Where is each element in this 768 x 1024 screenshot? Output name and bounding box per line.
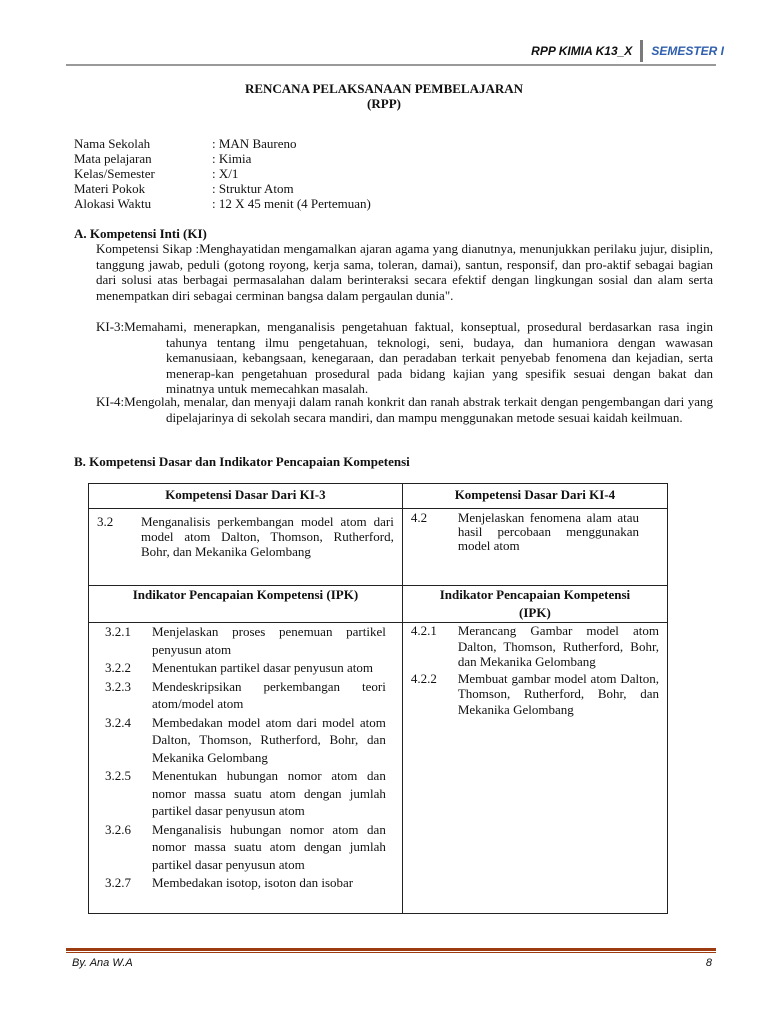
footer-rule-thin (66, 952, 716, 953)
competency-table (88, 483, 668, 914)
ipk3-number: 3.2.4 (105, 714, 131, 730)
identity-row (74, 196, 371, 211)
kd4-header-text: Kompetensi Dasar Dari KI-4 (454, 487, 616, 502)
identity-label: Nama Sekolah (74, 136, 151, 151)
kd3-item (89, 509, 402, 559)
ipk4-item (411, 671, 659, 718)
ipk3-item (105, 874, 386, 892)
table-header-row (89, 586, 668, 623)
ipk4-text: Merancang Gambar model atom Dalton, Thomson, Rutherford, Bohr, dan Mekanika Gelombang (457, 623, 659, 669)
ipk3-item (105, 714, 386, 767)
identity-row (74, 136, 297, 151)
header-doc-title: RPP KIMIA K13_X (531, 40, 643, 62)
section-a-heading: A. Kompetensi Inti (KI) (74, 226, 207, 241)
ki3-paragraph: KI-3:Memahami, menerapkan, menganalisis pengetahuan faktual, konseptual, prosedural berdasarkan rasa ingin tahunya tentang ilmu pengetahuan, teknologi, seni, budaya, dan humaniora dengan wawasan kemanusiaan, kebangsaan, kenegaraan, dan peradaban terkait penyebab fenomena dan kejadian, serta menerap-kan pengetahuan prosedural pada bidang kajian yang spesifik sesuai dengan bakat dan minatnya untuk memecahkan masalah. (96, 319, 713, 396)
identity-value: : 12 X 45 menit (4 Pertemuan) (212, 196, 371, 211)
ipk4-text: Membuat gambar model atom Dalton, Thomson, Rutherford, Bohr, dan Mekanika Gelombang (457, 670, 659, 717)
identity-value: : MAN Baureno (212, 136, 297, 151)
section-b-heading: B. Kompetensi Dasar dan Indikator Pencapaian Kompetensi (74, 454, 410, 469)
ipk3-header (89, 586, 403, 623)
kd4-item (403, 509, 667, 553)
ipk3-text: Menentukan hubungan nomor atom dan nomor massa suatu atom dengan jumlah partikel dasar penyusun atom (152, 768, 386, 818)
ipk3-header-text: Indikator Pencapaian Kompetensi (IPK) (132, 587, 359, 602)
ipk3-item (105, 767, 386, 820)
identity-row (74, 181, 294, 196)
page-header (531, 40, 724, 62)
ki-sikap-paragraph: Kompetensi Sikap :Menghayatidan mengamalkan ajaran agama yang dianutnya, menunjukkan perilaku jujur, disiplin, tanggung jawab, peduli (gotong royong, kerja sama, toleran, damai), santun, responsif, dan pro-aktif sebagai bagian dari solusi atas berbagai permasalahan dalam berinteraksi secara efektif dengan lingkungan sosial dan alam serta menempatkan diri sebagai cerminan bangsa dalam pergaulan dunia". (96, 241, 713, 303)
ipk3-item (105, 623, 386, 658)
table-row (89, 509, 668, 586)
identity-value: : Struktur Atom (212, 181, 294, 196)
ipk3-text: Membedakan isotop, isoton dan isobar (152, 875, 354, 890)
ipk4-header-text: Indikator Pencapaian Kompetensi (IPK) (439, 587, 631, 620)
ipk3-number: 3.2.6 (105, 821, 131, 837)
ipk3-number: 3.2.1 (105, 624, 131, 639)
ipk3-text: Mendeskripsikan perkembangan teori atom/model atom (152, 678, 386, 711)
ipk3-number: 3.2.7 (105, 875, 131, 890)
ipk4-header (402, 586, 667, 623)
identity-row (74, 166, 238, 181)
kd3-header-text: Kompetensi Dasar Dari KI-3 (165, 487, 326, 502)
doc-title-line2: (RPP) (367, 96, 401, 111)
identity-label: Mata pelajaran (74, 151, 152, 166)
identity-value: : X/1 (212, 166, 239, 181)
kd3-number: 3.2 (97, 514, 114, 529)
kd4-number: 4.2 (410, 510, 428, 525)
kd3-text: Menganalisis perkembangan model atom dari model atom Dalton, Thomson, Rutherford, Bohr, dan Mekanika Gelombang (141, 514, 394, 559)
footer-rule (66, 948, 716, 951)
kd4-header (402, 484, 667, 509)
header-semester: SEMESTER I (651, 44, 724, 58)
ipk4-number: 4.2.1 (410, 623, 437, 638)
ipk3-text: Membedakan model atom dari model atom Dalton, Thomson, Rutherford, Bohr, dan Mekanika Gelombang (152, 714, 386, 765)
ipk3-text: Menganalisis hubungan nomor atom dan nomor massa suatu atom dengan jumlah partikel dasar penyusun atom (152, 821, 386, 872)
kd3-cell (89, 509, 403, 586)
doc-title-line1: RENCANA PELAKSANAAN PEMBELAJARAN (244, 81, 524, 96)
page-number: 8 (705, 957, 712, 969)
identity-label: Materi Pokok (74, 181, 146, 196)
identity-row (74, 151, 251, 166)
kd3-header (89, 484, 403, 509)
kd4-text: Menjelaskan fenomena alam atau hasil percobaan menggunakan model atom (457, 510, 639, 553)
ipk3-number: 3.2.5 (105, 768, 131, 783)
ipk4-item (411, 623, 659, 670)
ipk4-cell (402, 623, 667, 914)
ipk3-text: Menjelaskan proses penemuan partikel penyusun atom (152, 624, 386, 657)
table-row (89, 623, 668, 914)
ipk3-text: Menentukan partikel dasar penyusun atom (152, 660, 373, 675)
identity-label: Kelas/Semester (74, 166, 155, 181)
ki4-paragraph: KI-4:Mengolah, menalar, dan menyaji dalam ranah konkrit dan ranah abstrak terkait dengan pengembangan dari yang dipelajarinya di sekolah secara mandiri, dan mampu menggunakan metode sesuai kaidah keilmuan. (96, 394, 713, 425)
ipk4-number: 4.2.2 (410, 670, 437, 686)
ipk3-number: 3.2.2 (105, 660, 131, 675)
footer-author: By. Ana W.A (72, 957, 133, 969)
table-header-row (89, 484, 668, 509)
ipk3-number: 3.2.3 (105, 678, 131, 694)
identity-label: Alokasi Waktu (74, 196, 152, 211)
kd4-cell (402, 509, 667, 586)
header-rule (66, 64, 716, 66)
identity-value: : Kimia (212, 151, 252, 166)
ipk3-cell (89, 623, 403, 914)
ipk3-item (105, 678, 386, 713)
ipk3-item (105, 821, 386, 874)
ipk3-item (105, 659, 386, 677)
